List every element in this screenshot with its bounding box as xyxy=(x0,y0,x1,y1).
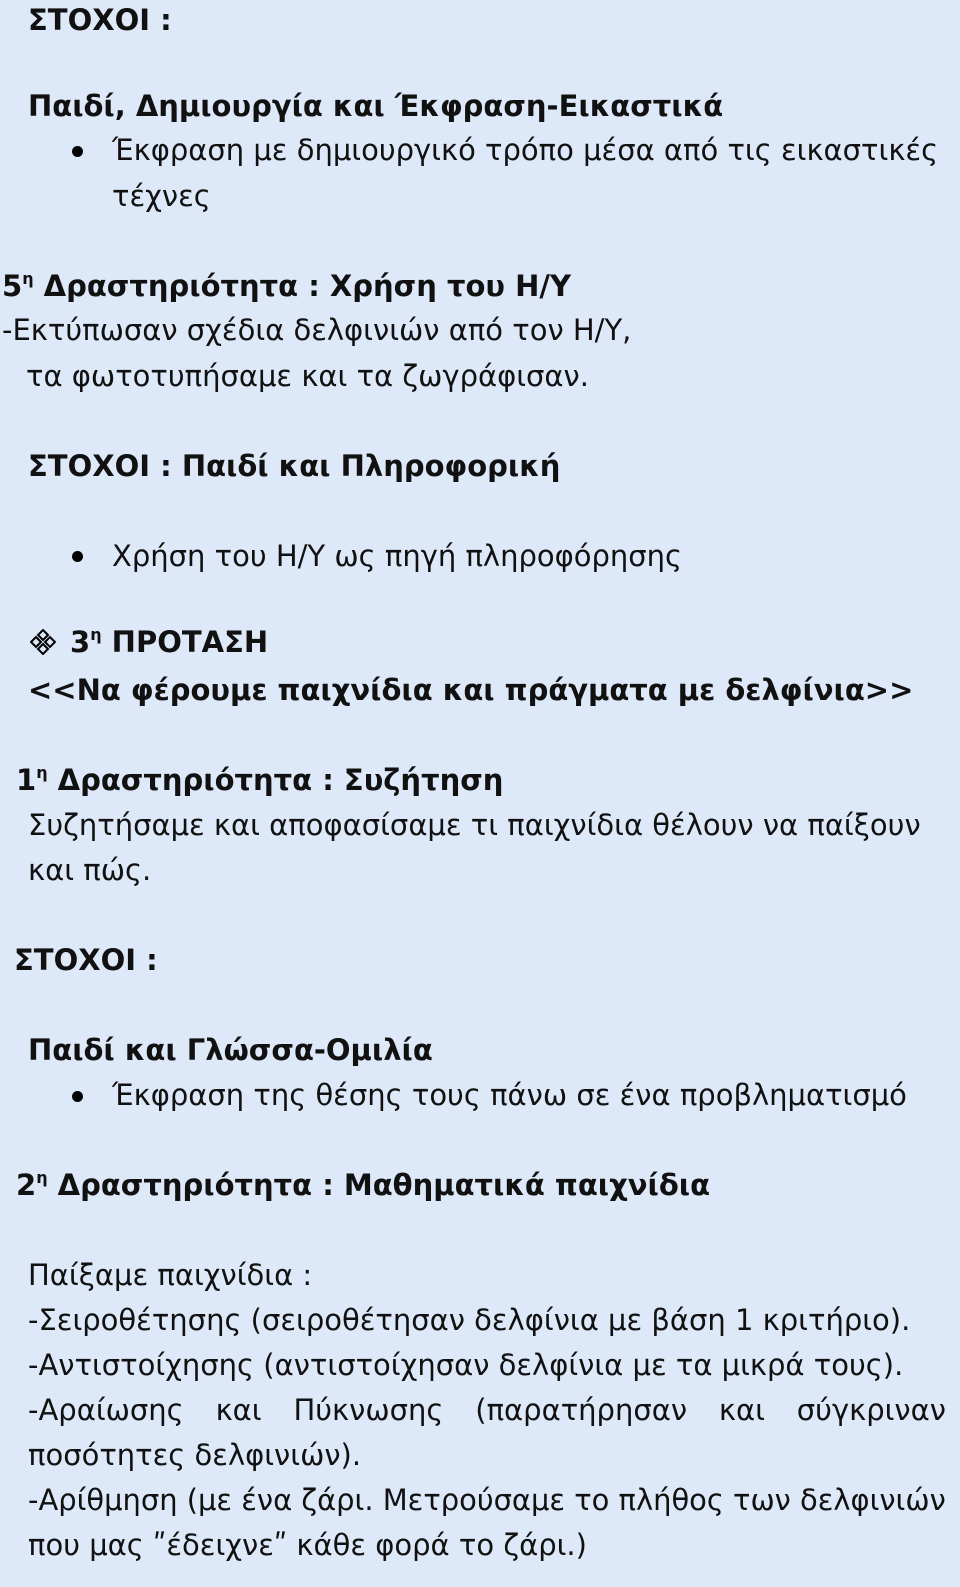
goal-area-language: Παιδί και Γλώσσα-Ομιλία xyxy=(28,1033,433,1067)
proposal-3-title: <<Να φέρουμε παιχνίδια και πράγματα με δελφίνια>> xyxy=(28,673,914,707)
activity-2-item-seriation: -Σειροθέτησης (σειροθέτησαν δελφίνια με βάση 1 κριτήριο). xyxy=(28,1303,911,1337)
activity-2-item-density: -Αραίωσης και Πύκνωσης (παρατήρησαν και σύγκριναν xyxy=(28,1393,946,1427)
proposal-3-heading: $3^\eta$ ΠΡΟΤΑΣΗ xyxy=(30,622,268,662)
goal-item-art: Έκφραση με δημιουργικό τρόπο μέσα από τις εικαστικές xyxy=(112,133,939,167)
activity-2-heading: $2^\eta$ Δραστηριότητα : Μαθηματικά παιχνίδια xyxy=(16,1168,711,1202)
activity-5-heading: $5^\eta$ Δραστηριότητα : Χρήση του Η/Υ xyxy=(2,269,571,303)
goals-heading-3: ΣΤΟΧΟΙ : xyxy=(14,943,158,977)
four-diamond-icon xyxy=(30,629,56,655)
goal-item-language: Έκφραση της θέσης τους πάνω σε ένα προβληματισμό xyxy=(112,1078,907,1112)
activity-2-item-counting-cont: που μας ʺέδειχνεʺ κάθε φορά το ζάρι.) xyxy=(28,1528,587,1562)
bullet-icon xyxy=(72,1091,83,1102)
activity-2-intro: Παίξαμε παιχνίδια : xyxy=(28,1258,313,1292)
goal-area-art: Παιδί, Δημιουργία και Έκφραση-Εικαστικά xyxy=(28,89,724,123)
activity-5-text: -Εκτύπωσαν σχέδια δελφινιών από τον Η/Υ, xyxy=(2,313,632,347)
activity-2-item-density-cont: ποσότητες δελφινιών). xyxy=(28,1438,362,1472)
goals-heading-2: ΣΤΟΧΟΙ : Παιδί και Πληροφορική xyxy=(28,449,561,483)
activity-5-text-cont: τα φωτοτυπήσαμε και τα ζωγράφισαν. xyxy=(26,359,589,393)
activity-1-text-cont: και πώς. xyxy=(28,853,152,887)
goals-heading-1: ΣΤΟΧΟΙ : xyxy=(28,3,172,37)
goal-item-art-cont: τέχνες xyxy=(112,179,211,213)
activity-2-item-matching: -Αντιστοίχησης (αντιστοίχησαν δελφίνια με τα μικρά τους). xyxy=(28,1348,904,1382)
bullet-icon xyxy=(72,146,83,157)
activity-1-text: Συζητήσαμε και αποφασίσαμε τι παιχνίδια θέλουν να παίξουν xyxy=(28,808,921,842)
activity-2-item-counting: -Αρίθμηση (με ένα ζάρι. Μετρούσαμε το πλήθος των δελφινιών xyxy=(28,1483,946,1517)
activity-1-heading: $1^\eta$ Δραστηριότητα : Συζήτηση xyxy=(16,763,504,797)
goal-item-it: Χρήση του Η/Υ ως πηγή πληροφόρησης xyxy=(112,539,683,573)
bullet-icon xyxy=(72,551,83,562)
